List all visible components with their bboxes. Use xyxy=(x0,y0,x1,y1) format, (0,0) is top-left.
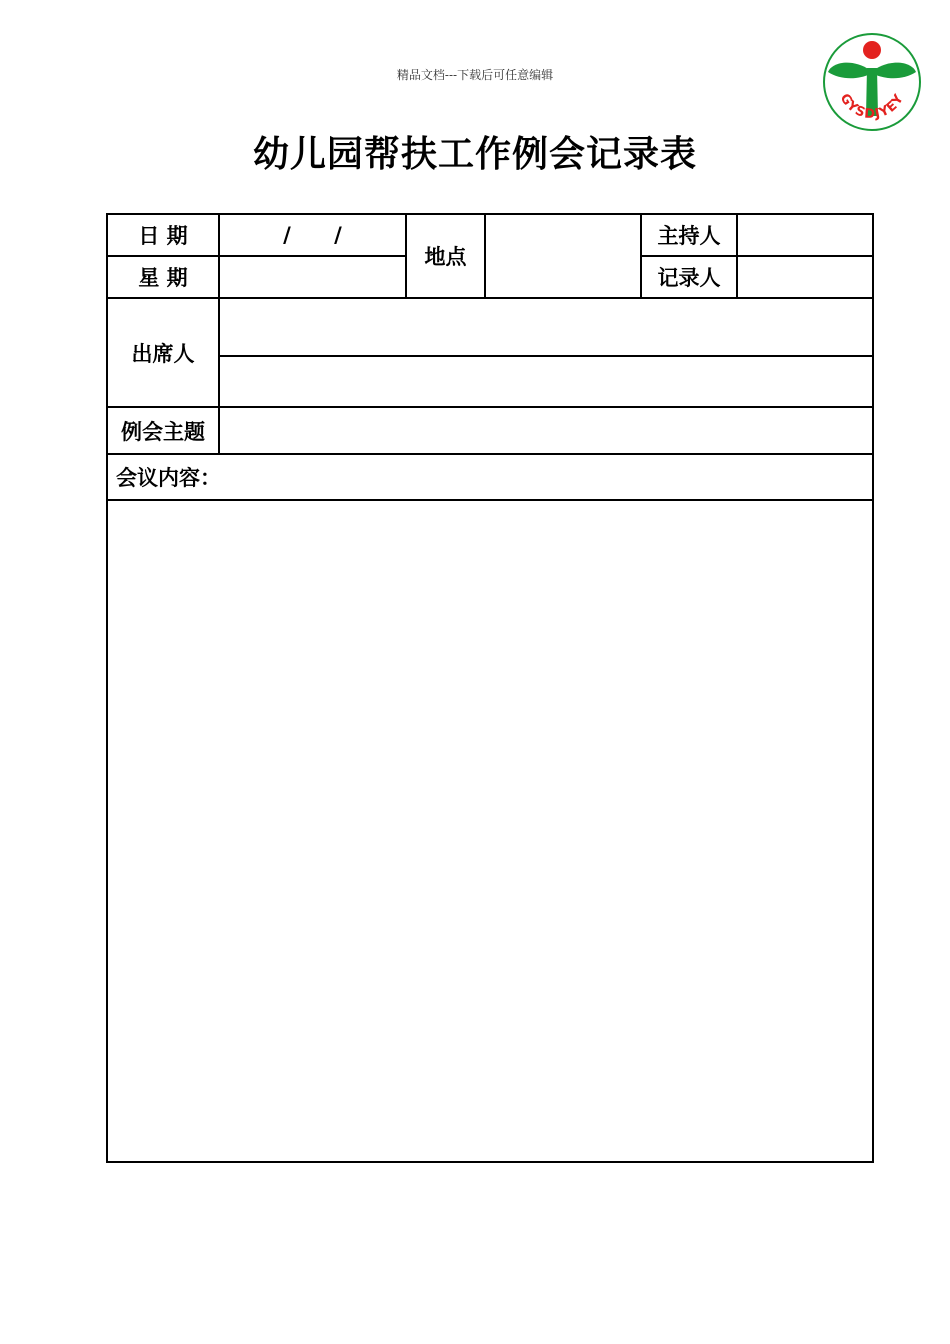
host-label: 主持人 xyxy=(641,214,737,256)
attendees-field-row-1[interactable] xyxy=(219,298,873,356)
attendees-label: 出席人 xyxy=(107,298,219,407)
content-label: 会议内容： xyxy=(107,454,873,500)
recorder-field[interactable] xyxy=(737,256,873,298)
date-label: 日 期 xyxy=(107,214,219,256)
page-title: 幼儿园帮扶工作例会记录表 xyxy=(252,134,697,175)
location-label: 地点 xyxy=(406,214,485,298)
header-note: 精品文档---下载后可任意编辑 xyxy=(396,68,554,82)
date-field[interactable]: / / xyxy=(219,214,406,256)
weekday-label: 星 期 xyxy=(107,256,219,298)
topic-field[interactable] xyxy=(219,407,873,454)
topic-label: 例会主题 xyxy=(107,407,219,454)
host-field[interactable] xyxy=(737,214,873,256)
meeting-record-form xyxy=(106,213,874,1163)
attendees-field-row-2[interactable] xyxy=(219,356,873,407)
logo-text: GYSDJYEY xyxy=(836,91,908,123)
weekday-field[interactable] xyxy=(219,256,406,298)
kindergarten-logo xyxy=(822,32,922,132)
recorder-label: 记录人 xyxy=(641,256,737,298)
location-field[interactable] xyxy=(485,214,641,298)
content-area[interactable] xyxy=(107,500,873,1162)
